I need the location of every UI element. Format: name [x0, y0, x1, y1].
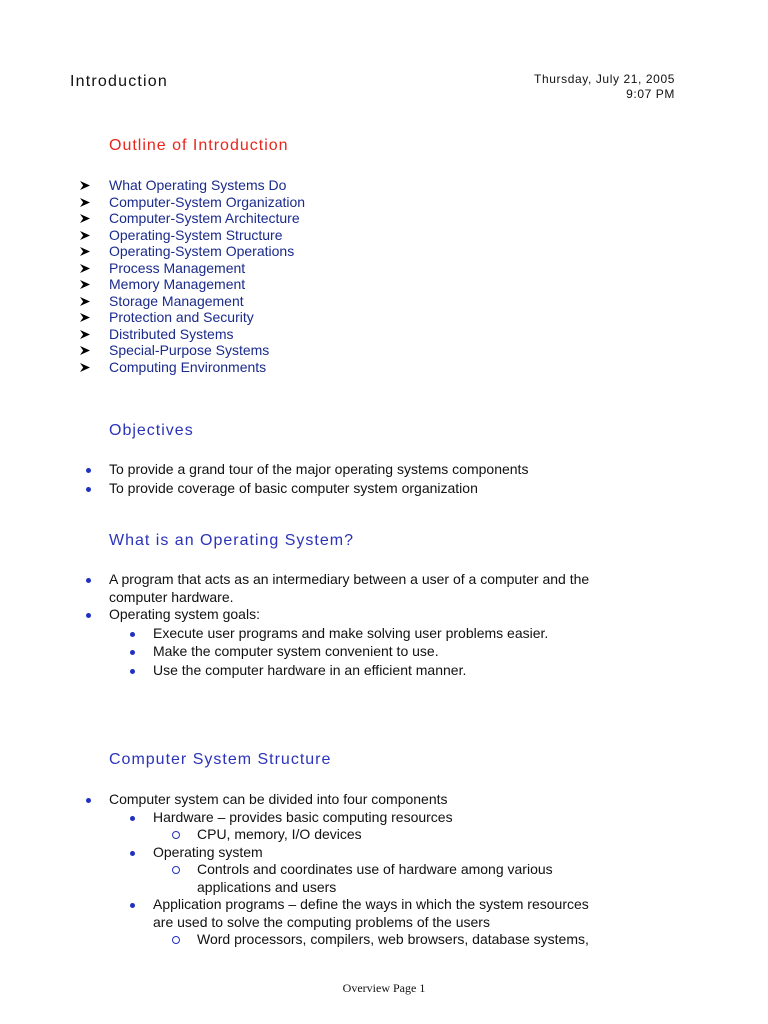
bullet-icon: [130, 669, 135, 674]
list-item-text: To provide a grand tour of the major operating systems components: [109, 461, 529, 477]
time-text: 9:07 PM: [626, 87, 675, 101]
outline-item: [80, 326, 305, 343]
outline-item: [80, 227, 305, 244]
outline-item-text: Computer-System Organization: [109, 193, 306, 210]
bullet-icon: [130, 851, 135, 856]
arrow-bullet-icon: [80, 330, 90, 339]
outline-item: [80, 194, 305, 211]
outline-item-text: Memory Management: [109, 276, 246, 292]
arrow-bullet-icon: [80, 297, 90, 306]
bullet-icon: [86, 578, 91, 583]
list-item: [80, 625, 589, 643]
list-item: [80, 809, 589, 827]
list-item: [80, 896, 589, 931]
page-footer: Overview Page 1: [342, 981, 426, 995]
bullet-icon: [130, 650, 135, 655]
outline-item-text: Operating-System Operations: [109, 243, 295, 259]
outline-item-text: Process Management: [109, 259, 246, 276]
arrow-bullet-icon: [80, 264, 90, 273]
list-item-text: computer hardware.: [109, 588, 234, 605]
bullet-icon: [86, 487, 91, 492]
outline-item-text: Operating-System Structure: [109, 226, 283, 243]
timestamp: [534, 72, 675, 102]
outline-item: [80, 177, 305, 194]
list-item: [80, 861, 589, 896]
outline-item: [80, 293, 305, 310]
arrow-bullet-icon: [80, 313, 90, 322]
list-item-text: Application programs – define the ways in which the system resources: [153, 896, 589, 912]
list-item: [80, 662, 589, 680]
outline-item: [80, 260, 305, 277]
list-item: [80, 480, 528, 498]
list-item: [80, 571, 589, 606]
circle-bullet-icon: [172, 866, 180, 874]
bullet-icon: [86, 798, 91, 803]
list-item-text: To provide coverage of basic computer system organization: [109, 479, 478, 496]
outline-item: [80, 210, 305, 227]
outline-item-text: Distributed Systems: [109, 325, 234, 342]
outline-item-text: Special-Purpose Systems: [109, 342, 270, 358]
arrow-bullet-icon: [80, 346, 90, 355]
list-item-text: are used to solve the computing problems of the users: [153, 913, 490, 930]
arrow-bullet-icon: [80, 247, 90, 256]
objectives-heading: Objectives: [109, 422, 194, 439]
outline-item: [80, 342, 305, 359]
what-is-os-heading: What is an Operating System?: [109, 532, 354, 549]
outline-item: [80, 276, 305, 293]
bullet-icon: [130, 816, 135, 821]
outline-item: [80, 243, 305, 260]
list-item-text: Execute user programs and make solving user problems easier.: [153, 624, 549, 641]
list-item-text: Word processors, compilers, web browsers, database systems,: [197, 931, 589, 947]
list-item: [80, 931, 589, 949]
list-item: [80, 461, 528, 479]
outline-item-text: What Operating Systems Do: [109, 177, 287, 193]
outline-item-text: Computing Environments: [109, 358, 267, 375]
circle-bullet-icon: [172, 936, 180, 944]
arrow-bullet-icon: [80, 280, 90, 289]
arrow-bullet-icon: [80, 214, 90, 223]
outline-heading: Outline of Introduction: [109, 137, 289, 154]
bullet-icon: [130, 632, 135, 637]
bullet-icon: [86, 468, 91, 473]
list-item: [80, 606, 589, 624]
list-item-text: CPU, memory, I/O devices: [197, 826, 362, 842]
arrow-bullet-icon: [80, 363, 90, 372]
list-item-text: Operating system: [153, 843, 263, 860]
list-item-text: applications and users: [197, 878, 337, 895]
circle-bullet-icon: [172, 831, 180, 839]
outline-item-text: Protection and Security: [109, 309, 254, 325]
bullet-icon: [86, 613, 91, 618]
outline-item: [80, 309, 305, 326]
list-item-text: Make the computer system convenient to use.: [153, 643, 439, 659]
list-item-text: Controls and coordinates use of hardware among various: [197, 861, 553, 877]
list-item-text: A program that acts as an intermediary between a user of a computer and the: [109, 571, 590, 587]
list-item: [80, 826, 589, 844]
arrow-bullet-icon: [80, 198, 90, 207]
list-item-text: Operating system goals:: [109, 606, 260, 622]
structure-list: [80, 791, 589, 949]
list-item: [80, 791, 589, 809]
arrow-bullet-icon: [80, 231, 90, 240]
arrow-bullet-icon: [80, 181, 90, 190]
list-item-text: Use the computer hardware in an efficient manner.: [153, 661, 467, 678]
outline-item: [80, 359, 305, 376]
bullet-icon: [130, 903, 135, 908]
what-is-os-list: [80, 571, 589, 679]
list-item: [80, 643, 589, 661]
list-item-text: Computer system can be divided into four components: [109, 791, 448, 807]
list-item-text: Hardware – provides basic computing resources: [153, 808, 453, 825]
date-text: Thursday, July 21, 2005: [534, 72, 675, 86]
outline-item-text: Computer-System Architecture: [109, 210, 300, 226]
structure-heading: Computer System Structure: [109, 751, 332, 768]
outline-item-text: Storage Management: [109, 292, 244, 309]
outline-list: [80, 177, 305, 375]
objectives-list: [80, 461, 528, 497]
page-title: Introduction: [70, 73, 169, 90]
list-item: [80, 844, 589, 862]
